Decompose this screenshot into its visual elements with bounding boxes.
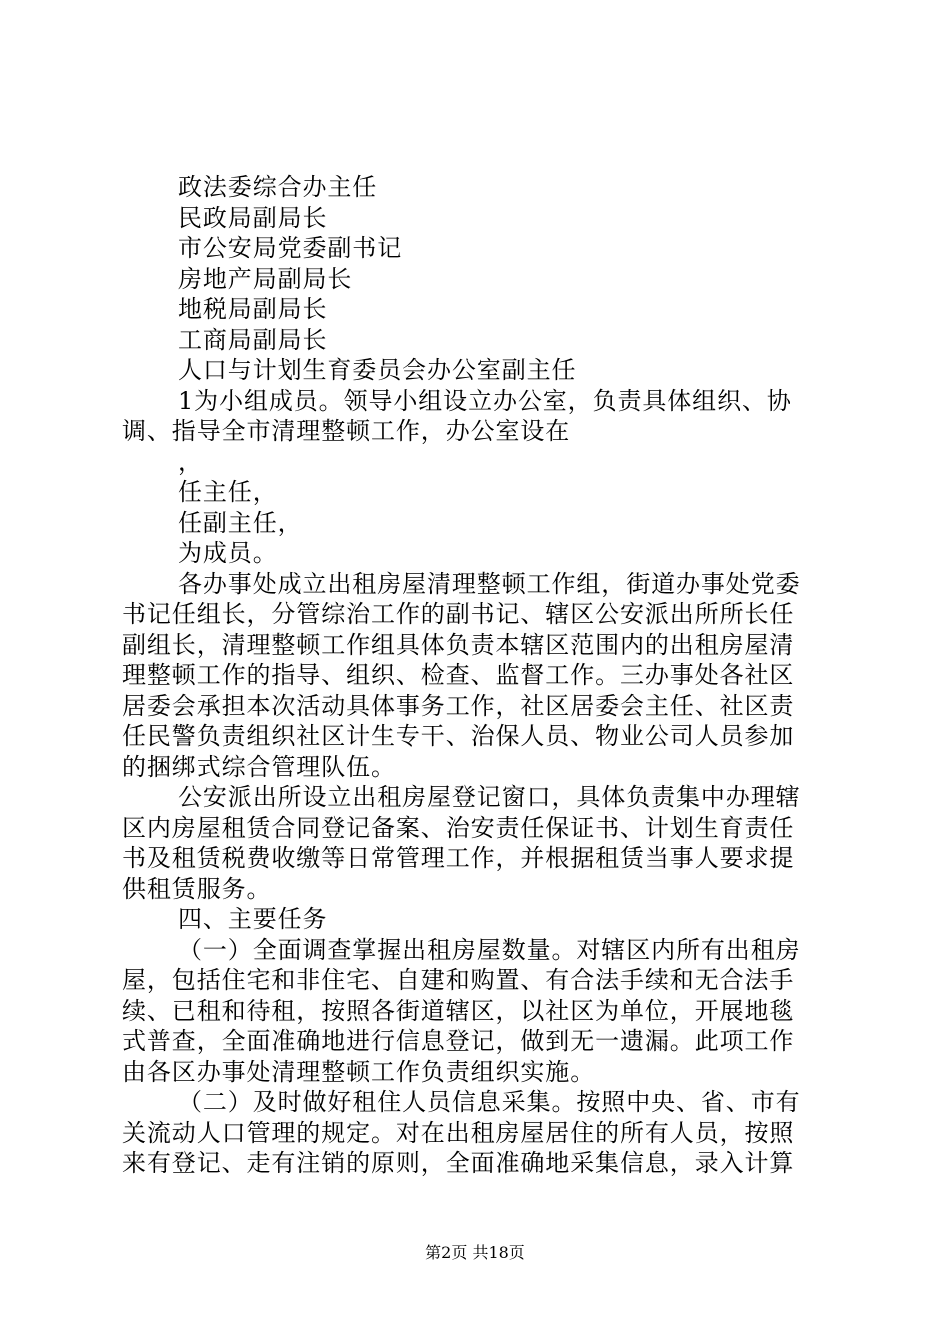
text-line: 任主任， (178, 478, 278, 506)
text-line: 民政局副局长 (178, 203, 328, 232)
document-body (122, 172, 832, 1179)
text-line: 屋，包括住宅和非住宅、自建和购置、有合法手续和无合法手 (122, 966, 795, 994)
text-line: （一）全面调查掌握出租房屋数量。对辖区内所有出租房 (178, 935, 801, 964)
text-line: 来有登记、走有注销的原则，全面准确地采集信息，录入计算 (122, 1149, 795, 1177)
text-line: 副组长，清理整顿工作组具体负责本辖区范围内的出租房屋清 (122, 630, 795, 659)
text-line: 调、指导全市清理整顿工作，办公室设在 (122, 417, 571, 445)
text-line: 各办事处成立出租房屋清理整顿工作组，街道办事处党委 (178, 569, 801, 598)
text-line: 市公安局党委副书记 (178, 234, 403, 262)
text-line: （二）及时做好租住人员信息采集。按照中央、省、市有 (178, 1088, 801, 1116)
text-line: 理整顿工作的指导、组织、检查、监督工作。三办事处各社区 (122, 661, 795, 689)
text-line: 政法委综合办主任 (178, 173, 378, 201)
text-line: 关流动人口管理的规定。对在出租房屋居住的所有人员，按照 (122, 1118, 795, 1147)
page-footer: 第2页 共18页 (425, 1243, 525, 1262)
text-line: 公安派出所设立出租房屋登记窗口，具体负责集中办理辖 (178, 783, 801, 811)
text-line: 的捆绑式综合管理队伍。 (122, 752, 396, 781)
text-line: 式普查，全面准确地进行信息登记，做到无一遗漏。此项工作 (122, 1027, 795, 1055)
text-line: 地税局副局长 (178, 295, 328, 323)
text-line: 区内房屋租赁合同登记备案、治安责任保证书、计划生育责任 (122, 813, 795, 842)
text-line: 书记任组长，分管综治工作的副书记、辖区公安派出所所长任 (122, 600, 795, 628)
text-line: 供租赁服务。 (122, 874, 272, 903)
text-line: ， (178, 447, 203, 476)
text-line: 房地产局副局长 (178, 264, 353, 293)
text-line: 续、已租和待租，按照各街道辖区，以社区为单位，开展地毯 (122, 996, 795, 1025)
text-line: 任副主任， (178, 508, 303, 537)
text-line: 人口与计划生育委员会办公室副主任 (178, 356, 577, 384)
text-line: 任民警负责组织社区计生专干、治保人员、物业公司人员参加 (122, 722, 795, 750)
text-line: 居委会承担本次活动具体事务工作，社区居委会主任、社区责 (122, 691, 795, 720)
text-line: 由各区办事处清理整顿工作负责组织实施。 (122, 1057, 596, 1086)
text-line: 书及租赁税费收缴等日常管理工作，并根据租赁当事人要求提 (122, 844, 795, 872)
text-line: 1为小组成员。领导小组设立办公室，负责具体组织、协 (178, 386, 792, 415)
text-line: 工商局副局长 (178, 325, 328, 354)
text-line: 四、主要任务 (178, 905, 328, 933)
text-line: 为成员。 (178, 539, 278, 567)
